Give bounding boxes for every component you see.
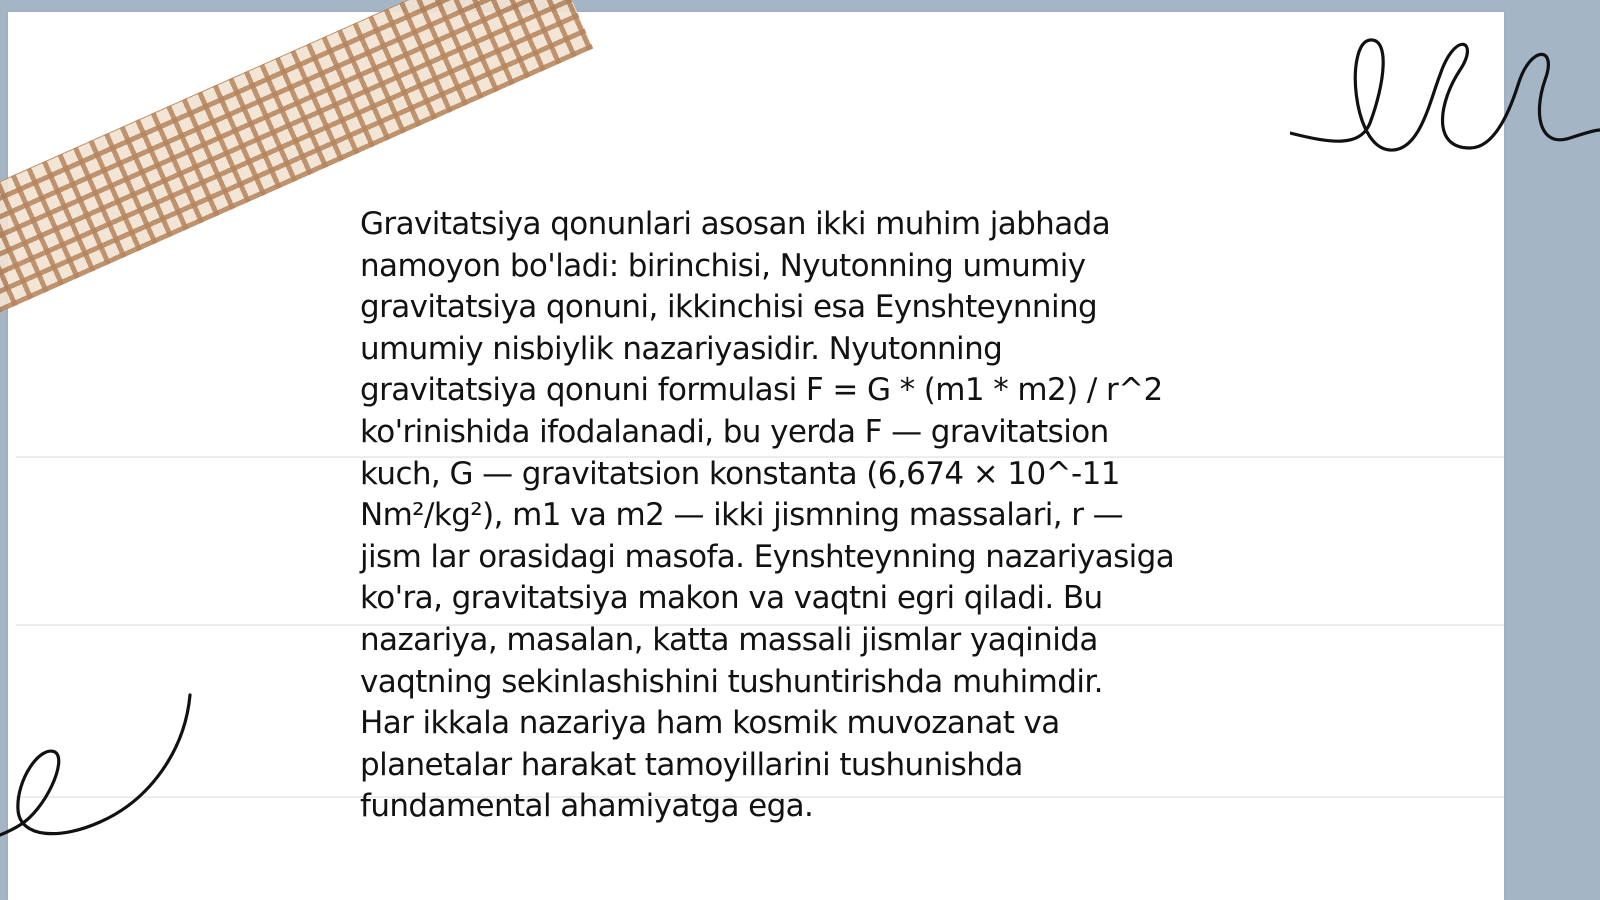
- looped-squiggle-icon: [1290, 30, 1600, 160]
- loop-arrow-icon: [0, 690, 200, 850]
- body-paragraph: Gravitatsiya qonunlari asosan ikki muhim jabhada namoyon bo'ladi: birinchisi, Nyutonning umumiy gravitatsiya qonuni, ikkinchisi esa Eynshteynning umumiy nisbiylik nazariyasidir. Nyutonning gravitatsiya qonuni formulasi F = G * (m1 * m2) / r^2 ko'rinishida ifodalanadi, bu yerda F — gravitatsion kuch, G — gravitatsion konstanta (6,674 × 10^-11 Nm²/kg²), m1 va m2 — ikki jismning massalari, r — jism lar orasidagi masofa. Eynshteynning nazariyasiga ko'ra, gravitatsiya makon va vaqtni egri qiladi. Bu nazariya, masalan, katta massali jismlar yaqinida vaqtning sekinlashishini tushuntirishda muhimdir. Har ikkala nazariya ham kosmik muvozanat va planetalar harakat tamoyillarini tushunishda fundamental ahamiyatga ega.: [360, 206, 1175, 825]
